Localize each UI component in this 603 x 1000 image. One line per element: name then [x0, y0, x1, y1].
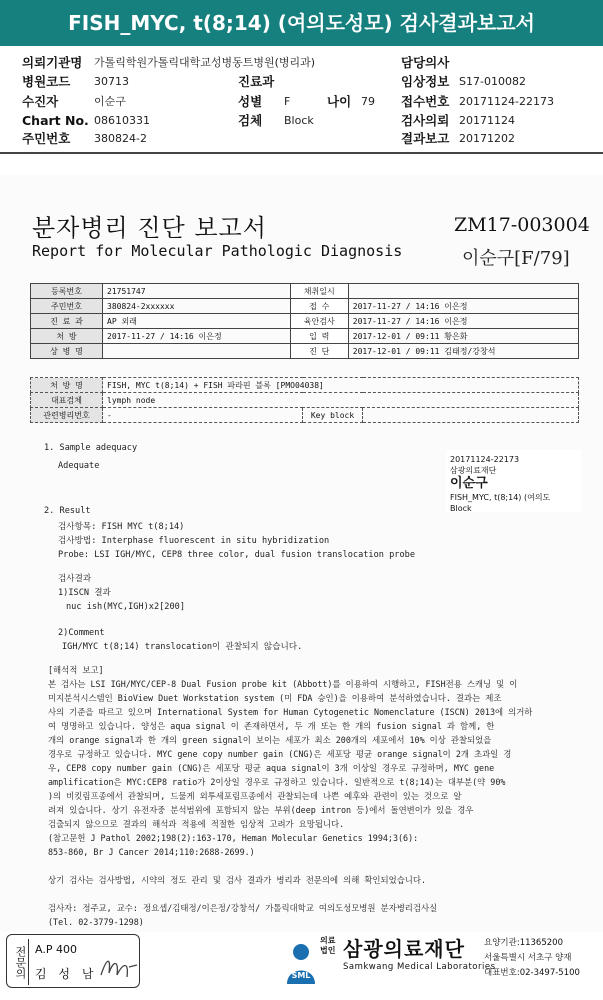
header-value-specimen: Block — [284, 114, 314, 127]
sticker-test: FISH_MYC, t(8;14) (여의도 — [450, 493, 551, 502]
section-result: 2. Result — [44, 506, 91, 516]
report-title-korean: 분자병리 진단 보고서 — [32, 214, 267, 242]
org-prefix-line: 의료 — [320, 936, 336, 945]
header-label-request-date: 검사의뢰 — [401, 113, 450, 128]
comment-heading: 2)Comment — [58, 628, 105, 638]
table-cell: AP 외래 — [103, 314, 291, 329]
header-value-report-date: 20171202 — [459, 132, 515, 145]
header-label-chart-no: Chart No. — [22, 113, 89, 128]
table-cell: 주민번호 — [31, 299, 103, 314]
table-cell: 2017-11-27 / 14:16 이은정 — [103, 329, 291, 344]
table-cell: 380824-2xxxxxx — [103, 299, 291, 314]
org-name-english: Samkwang Medical Laboratories — [343, 962, 496, 972]
header-label-age: 나이 — [327, 94, 352, 109]
report-title-bar — [0, 0, 603, 46]
pathologist-signature — [99, 953, 139, 987]
interpretation-line: 853-860, Br J Cancer 2014;110:2688-2699.) — [48, 847, 255, 857]
interpretation-line: 본 검사는 LSI IGH/MYC/CEP-8 Dual Fusion probe kit (Abbott)를 이용하여 시행하고, FISH전용 스캐닝 및 이 — [48, 679, 518, 689]
table-cell: 육안검사 — [290, 314, 348, 329]
header-value-age: 79 — [361, 95, 375, 108]
pathologist-box — [6, 934, 140, 988]
org-phone: 대표번호:02-3497-5100 — [484, 968, 580, 978]
header-label-institution: 의뢰기관명 — [22, 55, 83, 70]
specimen-value: lymph node — [103, 393, 579, 408]
related-label: 관련병리번호 — [31, 408, 103, 423]
pathologist-side-label: 전문의 — [11, 939, 29, 985]
org-code: 요양기관:11365200 — [484, 938, 563, 948]
sml-logo-text: SML — [291, 971, 311, 980]
sample-label-sticker — [446, 450, 581, 512]
table-cell: 입 력 — [290, 329, 348, 344]
report-patient: 이순구[F/79] — [462, 248, 570, 269]
header-label-specimen: 검체 — [238, 113, 263, 128]
interpretation-line: (참고문헌 J Pathol 2002;198(2):163-170, Heman Molecular Genetics 1994;3(6): — [48, 833, 419, 843]
section-sample-adequacy: 1. Sample adequacy — [44, 443, 138, 453]
telephone-line: (Tel. 02-3779-1298) — [48, 917, 144, 927]
table-row — [31, 299, 579, 314]
page-title: FISH_MYC, t(8;14) (여의도성모) 검사결과보고서 — [68, 11, 535, 35]
sml-logo-icon — [283, 940, 319, 984]
table-row — [31, 393, 579, 408]
interpretation-line: 미지분석시스템인 BioView Duet Workstation system (미 FDA 승인)을 이용하여 분석하였습니다. 결과는 제조 — [48, 693, 502, 703]
comment-value: IGH/MYC t(8;14) translocation이 관찰되지 않습니다. — [62, 642, 303, 652]
table-cell — [348, 284, 578, 299]
interpretation-block — [48, 663, 578, 929]
header-label-department: 진료과 — [238, 74, 275, 89]
header-label-receipt-no: 접수번호 — [401, 94, 450, 109]
org-name: 삼광의료재단 — [343, 937, 465, 961]
order-value: FISH, MYC t(8;14) + FISH 파라핀 블록 [PMO04038] — [103, 378, 579, 393]
header-label-sex: 성별 — [238, 94, 263, 109]
interpretation-line: 우, CEP8 copy number gain (CNG)은 세포당 평균 aqua signal이 3개 이상일 경우로 규정하며, MYC gene — [48, 763, 495, 773]
header-label-report-date: 결과보고 — [401, 131, 450, 146]
table-cell: 2017-12-01 / 09:11 황은화 — [348, 329, 578, 344]
sticker-org: 삼광의료재단 — [450, 466, 497, 475]
interpretation-line: amplification은 MYC:CEP8 ratio가 2이상일 경우로 규정하고 있습니다. 일반적으로 t(8;14)는 대부분(약 90% — [48, 777, 506, 787]
registration-table — [30, 283, 579, 359]
table-cell: 접 수 — [290, 299, 348, 314]
table-row — [31, 329, 579, 344]
table-row — [31, 408, 579, 423]
header-value-clinical-info: S17-010082 — [459, 75, 526, 88]
header-label-hospital-code: 병원코드 — [22, 74, 71, 89]
sticker-number: 20171124-22173 — [450, 455, 520, 464]
sticker-specimen: Block — [450, 504, 472, 513]
interpretation-line: 경우로 규정하고 있습니다. MYC gene copy number gain (CNG)은 세포당 평균 orange signal이 2개 초과일 경 — [48, 749, 512, 759]
specimen-label: 대표검체 — [31, 393, 103, 408]
key-block-value — [363, 408, 579, 423]
header-divider — [0, 152, 603, 154]
header-value-sex: F — [284, 95, 291, 108]
order-label: 처 방 명 — [31, 378, 103, 393]
table-cell: 등록번호 — [31, 284, 103, 299]
table-cell: 채취일시 — [290, 284, 348, 299]
interpretation-line: 검출되지 않으므로 결과의 해석과 적용에 적절한 임상적 고려가 요망됩니다. — [48, 819, 345, 829]
result-line: 검사방법: Interphase fluorescent in situ hybridization — [58, 536, 330, 546]
header-value-institution: 가톨릭학원가톨릭대학교성병동트병원(병리과) — [94, 56, 316, 69]
order-table — [30, 377, 579, 423]
related-value: - — [103, 408, 303, 423]
table-cell: 21751747 — [103, 284, 291, 299]
table-cell: 진 료 과 — [31, 314, 103, 329]
table-cell: 진 단 — [290, 344, 348, 359]
header-label-resident-no: 주민번호 — [22, 131, 71, 146]
pathologist-name: 김 성 남 — [35, 967, 98, 981]
result-line: Probe: LSI IGH/MYC, CEP8 three color, dual fusion translocation probe — [58, 550, 415, 560]
header-value-patient: 이순구 — [94, 95, 126, 108]
result-line: 검사항목: FISH MYC t(8;14) — [58, 522, 185, 532]
header-value-receipt-no: 20171124-22173 — [459, 95, 554, 108]
org-address: 서울특별시 서초구 양재 — [484, 953, 572, 963]
result-heading: 검사결과 — [58, 574, 92, 584]
table-row — [31, 378, 579, 393]
table-cell: 처 방 — [31, 329, 103, 344]
interpretation-line: )의 비킷림프종에서 관찰되며, 드물게 외투세포림프종에서 관찰되는데 나쁜 예후와 관련이 있는 것으로 알 — [48, 791, 462, 801]
sticker-name: 이순구 — [450, 476, 488, 491]
confirmation-statement: 상기 검사는 검사방법, 시약의 정도 관리 및 검사 결과가 병리과 전문의에 의해 확인되었습니다. — [48, 875, 427, 885]
pathologist-ap: A.P 400 — [35, 943, 77, 956]
org-prefix — [320, 936, 335, 956]
table-row — [31, 314, 579, 329]
table-row — [31, 284, 579, 299]
report-number: ZM17-003004 — [454, 214, 590, 236]
header-value-resident-no: 380824-2 — [94, 132, 147, 145]
interpretation-line: 사의 기준을 따르고 있으며 International System for Human Cytogenetic Nomenclature (ISCN) 2013에 의거하 — [48, 707, 533, 717]
interpretation-line: 려져 있습니다. 상기 유전자중 분석범위에 포함되지 않는 부위(deep intron 등)에서 돌연변이가 있을 경우 — [48, 805, 474, 815]
interpretation-line: 개의 orange signal과 한 개의 green signal이 보이는 세포가 최소 200개의 세포에서 10% 이상 관찰되었을 — [48, 735, 492, 745]
org-contact — [484, 936, 580, 981]
interpretation-title: [해석적 보고] — [48, 665, 104, 675]
interpretation-line: 여 명명하고 있습니다. 양성은 aqua signal 이 존재하면서, 두 개 또는 한 개의 fusion signal 과 함께, 한 — [48, 721, 495, 731]
key-block-label: Key block — [303, 408, 363, 423]
examiner-line: 검사자: 정주교, 교수: 정요셉/김태정/이은정/강창석/ 가톨릭대학교 여의도성모병원 분자병리검사실 — [48, 903, 438, 913]
org-prefix-line: 법인 — [320, 946, 336, 955]
table-cell: 2017-11-27 / 14:16 이은정 — [348, 314, 578, 329]
header-value-chart-no: 08610331 — [94, 114, 150, 127]
table-row — [31, 344, 579, 359]
header-label-patient: 수진자 — [22, 94, 59, 109]
table-cell: 2017-12-01 / 09:11 김태정/강창석 — [348, 344, 578, 359]
iscn-heading: 1)ISCN 결과 — [58, 588, 111, 598]
header-value-hospital-code: 30713 — [94, 75, 129, 88]
header-value-request-date: 20171124 — [459, 114, 515, 127]
table-cell — [103, 344, 291, 359]
sample-adequacy-value: Adequate — [58, 461, 100, 471]
report-title-english: Report for Molecular Pathologic Diagnosis — [32, 242, 403, 260]
iscn-value: nuc ish(MYC,IGH)x2[200] — [66, 602, 185, 612]
table-cell: 상 병 명 — [31, 344, 103, 359]
signature-icon — [99, 953, 139, 983]
header-label-doctor: 담당의사 — [401, 55, 450, 70]
table-cell: 2017-11-27 / 14:16 이은정 — [348, 299, 578, 314]
header-label-clinical-info: 임상정보 — [401, 74, 450, 89]
